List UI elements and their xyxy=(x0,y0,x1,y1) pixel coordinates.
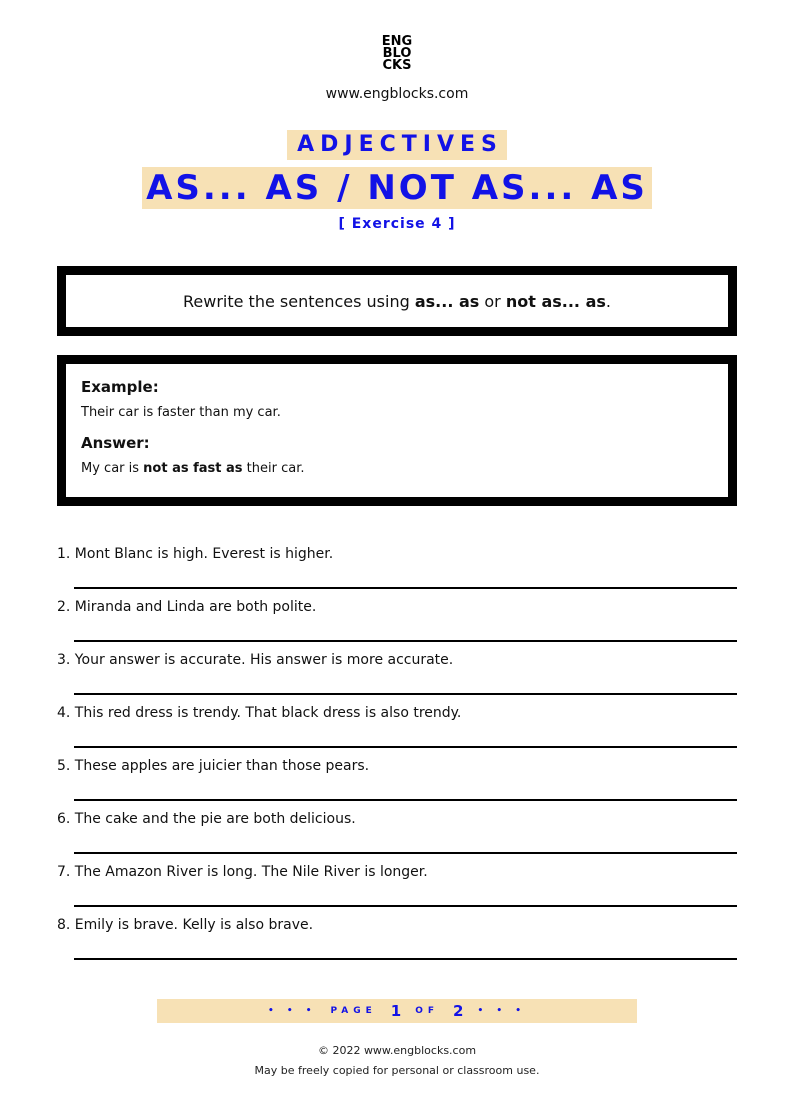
instruction-text xyxy=(183,292,611,311)
logo-line-1: ENG xyxy=(381,34,413,49)
instruction-bold-1: as... as xyxy=(414,291,480,311)
question-item xyxy=(57,916,737,934)
site-url: www.engblocks.com xyxy=(325,86,469,102)
instruction-mid: or xyxy=(479,291,506,311)
engblocks-logo xyxy=(0,36,794,72)
question-item xyxy=(57,598,737,616)
logo-line-2: BLO xyxy=(382,46,412,61)
question-text: 1. Mont Blanc is high. Everest is higher. xyxy=(57,546,334,562)
answer-line[interactable] xyxy=(74,852,737,854)
question-item xyxy=(57,545,737,563)
example-text: Their car is faster than my car. xyxy=(81,405,281,420)
question-item xyxy=(57,651,737,669)
answer-heading: Answer: xyxy=(81,434,150,452)
footer-copyright: © 2022 www.engblocks.com xyxy=(317,1044,477,1057)
pager-of-word: OF xyxy=(415,1006,440,1016)
instruction-box xyxy=(57,266,737,336)
instruction-post: . xyxy=(605,291,611,311)
example-box xyxy=(57,355,737,506)
page-title: AS... AS / NOT AS... AS xyxy=(142,167,652,209)
answer-line[interactable] xyxy=(74,799,737,801)
question-text: 5. These apples are juicier than those pears. xyxy=(57,758,370,774)
question-item xyxy=(57,757,737,775)
question-text: 7. The Amazon River is long. The Nile River is longer. xyxy=(57,864,428,880)
answer-text xyxy=(81,461,728,477)
question-item xyxy=(57,810,737,828)
answer-line[interactable] xyxy=(74,693,737,695)
pager-page-word: PAGE xyxy=(330,1006,377,1016)
pager-dots-left: • • • xyxy=(267,1006,317,1016)
question-item xyxy=(57,863,737,881)
exercise-label: [ Exercise 4 ] xyxy=(338,216,456,232)
question-text: 8. Emily is brave. Kelly is also brave. xyxy=(57,917,314,933)
pager-total: 2 xyxy=(453,1002,464,1020)
topic-heading-wrap xyxy=(0,130,794,160)
footer-license: May be freely copied for personal or classroom use. xyxy=(254,1064,540,1077)
question-text: 6. The cake and the pie are both delicious. xyxy=(57,811,356,827)
instruction-bold-2: not as... as xyxy=(505,291,606,311)
answer-line[interactable] xyxy=(74,905,737,907)
title-wrap xyxy=(0,167,794,209)
answer-post: their car. xyxy=(242,461,305,476)
pager-dots-right: • • • xyxy=(477,1006,527,1016)
page-indicator xyxy=(157,999,637,1023)
answer-line[interactable] xyxy=(74,746,737,748)
instruction-pre: Rewrite the sentences using xyxy=(183,291,415,311)
answer-line[interactable] xyxy=(74,587,737,589)
answer-pre: My car is xyxy=(81,461,144,476)
logo-line-3: CKS xyxy=(382,58,412,73)
answer-line[interactable] xyxy=(74,958,737,960)
question-text: 3. Your answer is accurate. His answer is more accurate. xyxy=(57,652,454,668)
topic-heading: ADJECTIVES xyxy=(287,130,507,160)
answer-line[interactable] xyxy=(74,640,737,642)
question-text: 4. This red dress is trendy. That black dress is also trendy. xyxy=(57,705,462,721)
question-text: 2. Miranda and Linda are both polite. xyxy=(57,599,317,615)
question-item xyxy=(57,704,737,722)
example-heading: Example: xyxy=(81,378,159,396)
pager-current: 1 xyxy=(390,1002,402,1020)
answer-bold: not as fast as xyxy=(143,461,243,476)
